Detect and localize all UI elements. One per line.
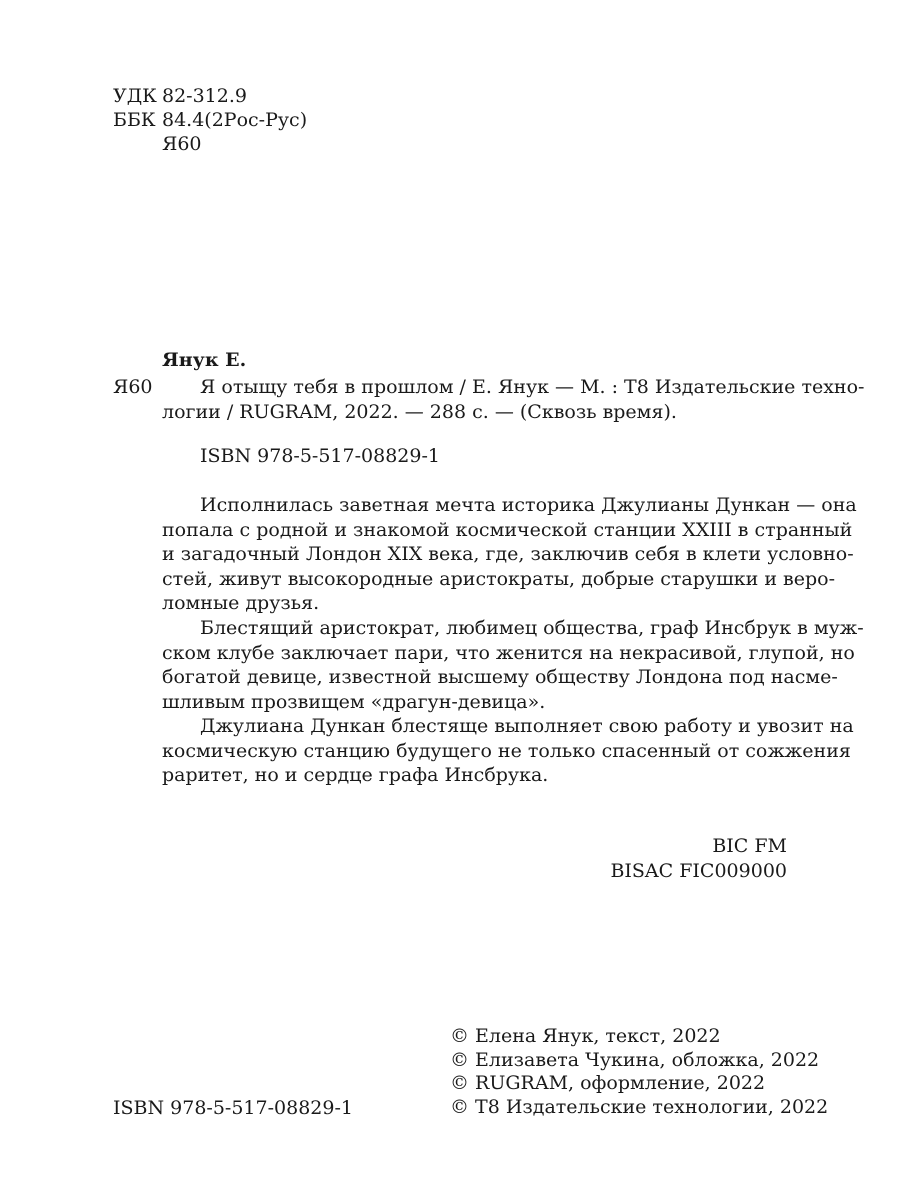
udk-label: УДК (113, 85, 157, 107)
copyright-line: © RUGRAM, оформление, 2022 (450, 1072, 766, 1094)
annotation-line: попала с родной и знакомой космической станции XXIII в странный (162, 519, 853, 541)
annotation-line: ломные друзья. (162, 592, 320, 614)
copyright-line: © Елена Янук, текст, 2022 (450, 1025, 721, 1047)
bbk-row (113, 108, 307, 132)
title-line-2: логии / RUGRAM, 2022. — 288 с. — (Сквозь время). (162, 401, 677, 423)
udk-value: 82-312.9 (162, 85, 247, 107)
title-line-1: Я отыщу тебя в прошлом / Е. Янук — М. : Т8 Издательские техно- (200, 376, 865, 398)
bbk-value: 84.4(2Рос-Рус) (162, 109, 308, 131)
annotation-line: Джулиана Дункан блестяще выполняет свою работу и увозит на (200, 715, 854, 737)
annotation-line: космическую станцию будущего не только спасенный от сожжения (162, 740, 851, 762)
annotation-line: и загадочный Лондон XIX века, где, заключив себя в клети условно- (162, 543, 854, 565)
bic-code: BIC FM (712, 835, 787, 857)
author-code: Я60 (162, 133, 202, 155)
record-isbn: ISBN 978-5-517-08829-1 (200, 445, 440, 467)
bbk-label: ББК (113, 109, 156, 131)
copyright-line: © Елизавета Чукина, обложка, 2022 (450, 1048, 820, 1071)
annotation-line: Блестящий аристократ, любимец общества, граф Инсбрук в муж- (200, 617, 864, 639)
annotation-line: богатой девице, известной высшему обществу Лондона под насме- (162, 666, 838, 688)
copyright-list (450, 1025, 828, 1119)
copyright-line: © Т8 Издательские технологии, 2022 (450, 1095, 829, 1118)
footer-isbn: ISBN 978-5-517-08829-1 (113, 1097, 353, 1119)
annotation-line: Исполнилась заветная мечта историка Джулианы Дункан — она (200, 494, 857, 516)
annotation-line: ском клубе заключает пари, что женится на некрасивой, глупой, но (162, 642, 855, 664)
udk-row (113, 84, 247, 108)
annotation-line: раритет, но и сердце графа Инсбрука. (162, 764, 549, 786)
annotation-line: стей, живут высокородные аристократы, добрые старушки и веро- (162, 568, 835, 590)
annotation-line: шливым прозвищем «драгун-девица». (162, 691, 546, 713)
record-code: Я60 (113, 376, 153, 398)
author-name: Янук Е. (162, 349, 247, 371)
subject-codes (610, 834, 787, 883)
bisac-code: BISAC FIC009000 (610, 859, 787, 882)
